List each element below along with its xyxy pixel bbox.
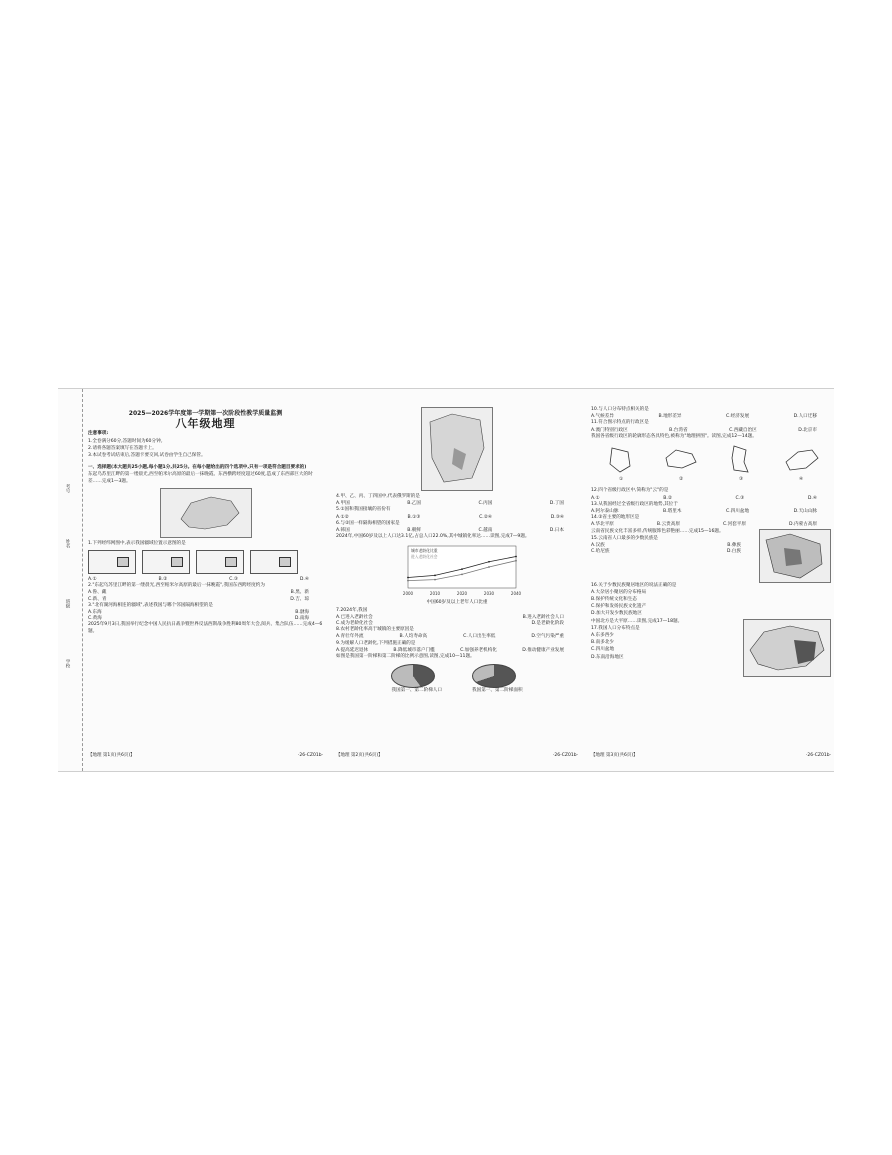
option[interactable]: D.北京市 [798, 427, 817, 433]
option[interactable]: A.汉族 [591, 543, 605, 549]
data-point [488, 561, 490, 563]
question: 10.与人口分布特点相关的是 [591, 407, 649, 412]
x-tick-label: 2030 [483, 591, 495, 597]
province-outline-icon [722, 444, 760, 474]
option[interactable]: B.地形差异 [658, 414, 682, 420]
note-item: 2.请将各题答案填写在答题卡上。 [88, 445, 157, 451]
data-point [515, 560, 517, 562]
option[interactable]: D.南海 [294, 616, 309, 622]
yunnan-map-icon [760, 530, 830, 582]
option[interactable]: A.华北平原 [591, 522, 614, 528]
question: 12.四个省级行政区中,简称为"云"的是 [591, 488, 669, 494]
data-point [407, 577, 409, 579]
note-item: 3.本试卷考试结束后,答题卡要交回,试卷由学生自己保管。 [88, 453, 206, 459]
pie-caption: 我国第一、第二阶梯面积 [472, 688, 523, 694]
shape-label: ④ [798, 477, 804, 483]
option[interactable]: A.① [88, 577, 97, 583]
question: 1.下列经纬网图中,表示我国疆域位置示意图的是 [88, 540, 186, 546]
latlon-panel [196, 550, 244, 574]
x-tick-label: 2010 [429, 591, 441, 597]
option[interactable]: B.渤海 [295, 610, 309, 616]
option[interactable]: C.保护和发扬民族文化遗产 [591, 604, 647, 610]
province-shape [722, 444, 760, 484]
latlon-panel [250, 550, 298, 574]
page-footer [591, 753, 831, 759]
option[interactable]: A.已进入老龄社会 [336, 614, 373, 620]
shape-label: ① [618, 477, 624, 483]
passage: 中国北方是大平原……读图,完成17—18题。 [591, 618, 683, 624]
data-point [461, 569, 463, 571]
options [591, 549, 755, 555]
option[interactable]: A.①② [336, 514, 349, 520]
option[interactable]: C.②④ [479, 514, 492, 520]
footer-page: 【地理 第2页(共6页)】 [336, 752, 383, 758]
pie-chart-area [472, 664, 516, 688]
province-shapes [591, 444, 831, 484]
option[interactable]: B.云贵高原 [656, 522, 680, 528]
exam-title: 2025—2026学年度第一学期第一次阶段性教学质量监测 [128, 410, 283, 417]
option[interactable]: A.鲁、藏 [88, 590, 107, 596]
yunnan-block [591, 529, 831, 583]
passage: 2025年9月3日,我国举行纪念中国人民抗日战争暨世界反法西斯战争胜利80周年大会,阅兵、集合队伍……完成4—6题。 [88, 622, 323, 634]
data-point [488, 567, 490, 569]
option[interactable]: B.塔里木 [663, 509, 682, 515]
notes-heading: 注意事项: [88, 431, 109, 437]
option[interactable]: C.新、青 [88, 596, 107, 602]
option[interactable]: C.四川盆地 [726, 509, 750, 515]
exam-sheet [58, 388, 834, 772]
option[interactable]: B.② [158, 577, 168, 583]
question: 9.为缓解人口老龄化,下列措施正确的是 [336, 640, 416, 646]
data-point [434, 579, 436, 581]
province-shape [602, 444, 640, 484]
option[interactable]: B.黑、新 [290, 590, 309, 596]
asia-map-figure [421, 407, 493, 491]
population-map-figure [743, 619, 831, 677]
page-3 [591, 389, 831, 771]
pie-group [472, 664, 523, 695]
latlon-panels [88, 550, 323, 574]
pie-chart-population [391, 664, 435, 688]
page-2 [336, 389, 578, 771]
data-point [515, 556, 517, 558]
option[interactable]: D.④ [299, 577, 309, 583]
shape-label: ② [678, 477, 684, 483]
option[interactable]: D.吉、琼 [290, 596, 309, 602]
section-heading: 一、选择题(本大题共25小题,每小题1分,共25分。在每小题给出的四个选项中,只有一项是符合题目要求的) [88, 465, 307, 471]
province-outline-icon [662, 444, 700, 474]
option[interactable]: C.河套平原 [722, 522, 746, 528]
question: 11.符合图示特点的行政区是 [591, 420, 649, 426]
option[interactable]: D.日本 [549, 528, 564, 534]
option[interactable]: D.白族 [726, 549, 741, 555]
option[interactable]: B.乙国 [407, 501, 421, 507]
option[interactable]: B.降低城市落户门槛 [393, 647, 435, 653]
china-map-figure [160, 488, 252, 538]
question: 5.①国和我国接壤的省份有 [336, 507, 391, 513]
option[interactable]: C.人口出生率低 [463, 634, 496, 640]
china-outline-icon [161, 489, 251, 537]
option[interactable]: B.人均寿命高 [399, 634, 428, 640]
pie-caption: 我国第一、第二阶梯人口 [391, 688, 442, 694]
footer-code: ·26-CZ01b· [552, 752, 578, 758]
binding-label: 学校 [65, 659, 70, 668]
question: 6.与②国一样隔海相望的国家是 [336, 520, 400, 526]
province-outline-icon [602, 444, 640, 474]
option[interactable]: B.朝鲜 [407, 528, 421, 534]
yunnan-map-figure [759, 529, 831, 583]
option[interactable]: D.是老龄化阶段 [531, 621, 564, 627]
question: 16.关于少数民族聚居地区的说法正确的是 [591, 582, 677, 588]
footer-page: 【地理 第3页(共6页)】 [591, 752, 638, 758]
asia-map-icon [422, 408, 492, 490]
subject-title: 八年级地理 [175, 417, 236, 431]
option[interactable]: C.丙国 [478, 501, 493, 507]
province-shape [782, 444, 820, 484]
option[interactable]: C.加强养老机构化 [460, 647, 497, 653]
option[interactable]: C.经济发展 [726, 414, 750, 420]
page-1 [88, 389, 323, 771]
question: 3."北有湖河海相连的疆域",表述我国与哪个邻国隔海相望的是 [88, 602, 213, 608]
option[interactable]: A.① [591, 495, 600, 501]
option[interactable]: A.阿尔泰山脉 [591, 509, 619, 515]
legend-entry: 城市老龄化比重 [411, 548, 438, 554]
binding-margin [58, 389, 83, 771]
legend-entry: 进入老龄化社会 [411, 554, 438, 560]
option[interactable]: D.人口迁移 [793, 414, 817, 420]
option[interactable]: B.彝族 [727, 543, 741, 549]
option[interactable]: B.南多北少 [591, 640, 614, 646]
option[interactable]: B.进入老龄社会人口 [522, 614, 564, 620]
footer-page: 【地理 第1页(共6页)】 [88, 752, 135, 758]
question: 2."东起乌苏里江畔的第一缕晨光,西至帕米尔高原的最后一抹晚霞",我国东西跨经度约为 [88, 583, 265, 589]
binding-label: 姓名 [65, 539, 70, 548]
aging-line-chart [392, 542, 522, 598]
option[interactable]: D.丁国 [549, 501, 564, 507]
question: 7.2024年,我国 [336, 607, 368, 613]
option[interactable]: B.台湾省 [669, 427, 688, 433]
chart-caption: 中国60岁及以上老年人口比重 [426, 600, 488, 606]
province-shape [662, 444, 700, 484]
china-population-map-icon [744, 620, 830, 676]
option[interactable]: D.空气污染严重 [531, 634, 564, 640]
option[interactable]: A.甲国 [336, 501, 350, 507]
data-point [434, 575, 436, 577]
option[interactable]: C.黄海 [88, 616, 102, 622]
footer-code: ·26-CZ01b· [297, 752, 323, 758]
option[interactable]: A.青壮年外流 [336, 634, 364, 640]
option[interactable]: D.④ [807, 495, 817, 501]
option[interactable]: B.② [663, 495, 672, 501]
option[interactable]: C.越南 [478, 528, 493, 534]
x-tick-label: 2020 [456, 591, 468, 597]
question: 13.从我国经过全省级行政区的地势,其位于 [591, 501, 678, 507]
passage: 2024年,中国60岁及以上人口达3.1亿,占总人口22.0%,其中城镇化率达……读图,完成7—9题。 [336, 534, 530, 540]
binding-label: 考号 [65, 484, 70, 493]
option[interactable]: C.成为老龄化社会 [336, 621, 373, 627]
option[interactable]: C.③ [229, 577, 238, 583]
data-point [407, 580, 409, 582]
question: 8.农村老龄化率高于城镇的主要原因是 [336, 627, 414, 633]
option[interactable]: B.①③ [407, 514, 421, 520]
note-item: 1.全卷满分60分,答题时间为60分钟。 [88, 438, 166, 444]
option[interactable]: D.内蒙古高原 [789, 522, 817, 528]
province-outline-icon [782, 444, 820, 474]
option[interactable]: D.天山山脉 [793, 509, 817, 515]
latlon-panel [142, 550, 190, 574]
passage: 云南省民族文化丰富多样,传统服饰色彩艳丽……完成15—16题。 [591, 528, 724, 534]
pie-group [391, 664, 442, 695]
option[interactable]: A.东海 [88, 610, 102, 616]
footer-code: ·26-CZ01b· [805, 752, 831, 758]
data-point [461, 574, 463, 576]
page-footer [88, 753, 323, 759]
page-footer [336, 753, 578, 759]
option[interactable]: C.哈尼族 [591, 549, 610, 555]
population-block [591, 619, 831, 677]
passage: 东起乌苏里江畔的第一缕晨光,西至帕米尔高原的最后一抹晚霞。东西横跨经度超过60度,造成了东西部巨大的时差……完成1—3题。 [88, 472, 313, 484]
option[interactable]: D.东南沿海地区 [591, 654, 624, 660]
x-tick-label: 2000 [402, 591, 414, 597]
question: 15.云南省人口最多的少数民族是 [591, 535, 659, 541]
shape-label: ③ [738, 477, 744, 483]
yunnan-text [591, 529, 755, 583]
pie-figures [336, 664, 578, 695]
option[interactable]: D.推动健康产业发展 [522, 647, 564, 653]
option[interactable]: A.韩国 [336, 528, 350, 534]
option[interactable]: A.东多西少 [591, 633, 614, 639]
option[interactable]: A.提高延迟退休 [336, 647, 369, 653]
option[interactable]: A.澳门特别行政区 [591, 427, 628, 433]
latlon-panel [88, 550, 136, 574]
option[interactable]: A.气候差异 [591, 414, 614, 420]
question: 14.②省主要的地形区是 [591, 515, 640, 521]
option[interactable]: D.③④ [550, 514, 564, 520]
binding-label: 班级 [65, 599, 70, 608]
question: 4.甲、乙、丙、丁四国中,代表俄罗斯的是 [336, 494, 420, 499]
option[interactable]: C.西藏自治区 [729, 427, 757, 433]
question: 17.我国人口分布特点是 [591, 625, 640, 631]
passage: 我国各省级行政区的轮廓形态各具特色,被称为"地理拼图"。读图,完成12—14题。 [591, 433, 757, 439]
option[interactable]: C.③ [735, 495, 745, 501]
option[interactable]: D.加大开发少数民族地区 [591, 611, 642, 617]
option[interactable]: B.保护传统文化和生态 [591, 597, 637, 603]
x-tick-label: 2040 [510, 591, 522, 597]
passage: 如图是我国第一阶梯和第二阶梯的比例示意图,读图,完成10—11题。 [336, 654, 475, 660]
population-text [591, 619, 739, 677]
option[interactable]: C.四川盆地 [591, 647, 615, 653]
option[interactable]: A.大杂居小聚居的分布格局 [591, 589, 647, 595]
